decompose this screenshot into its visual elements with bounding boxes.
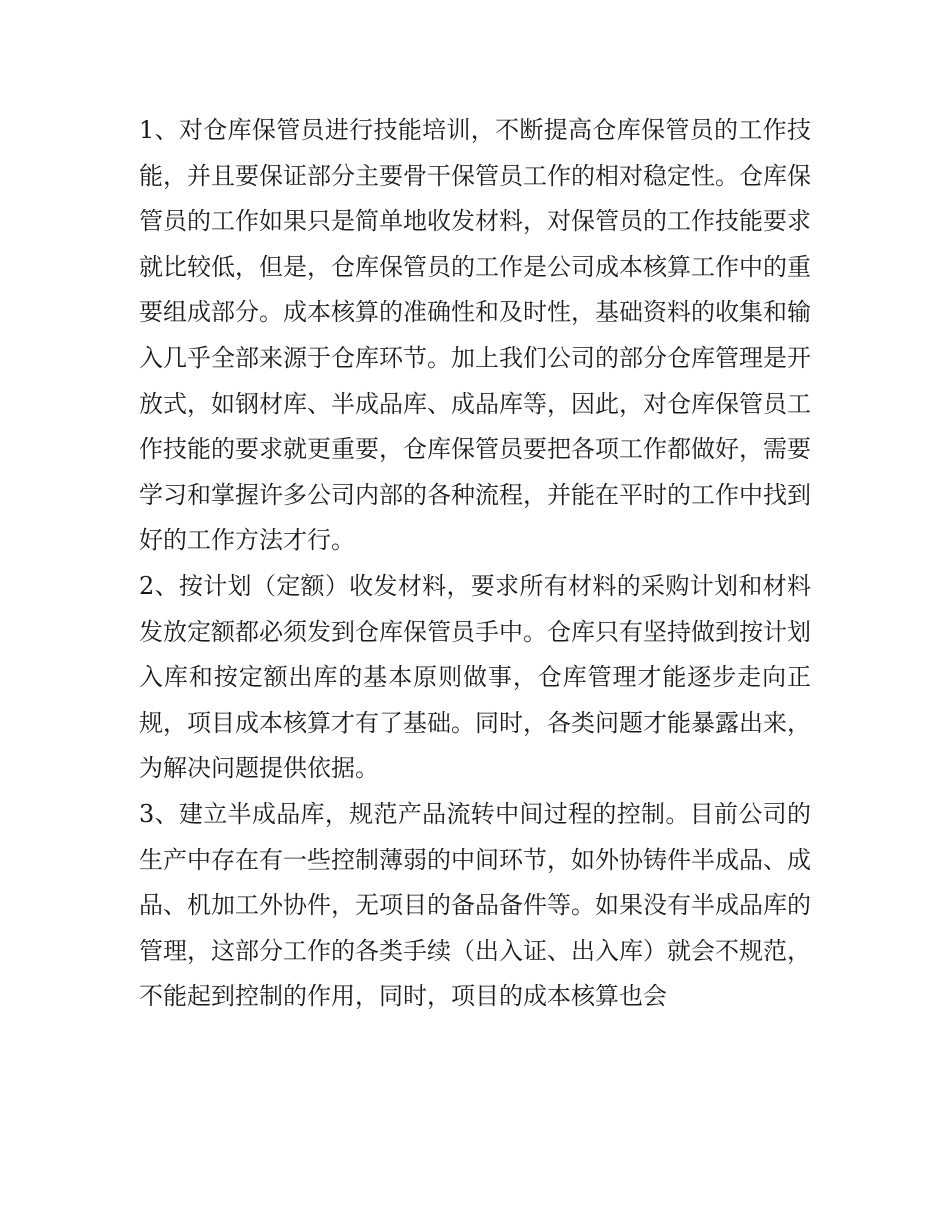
document-body [139,108,811,1020]
paragraph-3: 3、建立半成品库，规范产品流转中间过程的控制。目前公司的生产中存在有一些控制薄弱的中间环节，如外协铸件半成品、成品、机加工外协件，无项目的备品备件等。如果没有半成品库的管理，这部分工作的各类手续（出入证、出入库）就会不规范，不能起到控制的作用，同时，项目的成本核算也会 [139,799,811,1011]
paragraph-2: 2、按计划（定额）收发材料，要求所有材料的采购计划和材料发放定额都必须发到仓库保管员手中。仓库只有坚持做到按计划入库和按定额出库的基本原则做事，仓库管理才能逐步走向正规，项目成本核算才有了基础。同时，各类问题才能暴露出来，为解决问题提供依据。 [139,571,811,783]
paragraph-1: 1、对仓库保管员进行技能培训，不断提高仓库保管员的工作技能，并且要保证部分主要骨干保管员工作的相对稳定性。仓库保管员的工作如果只是简单地收发材料，对保管员的工作技能要求就比较低，但是，仓库保管员的工作是公司成本核算工作中的重要组成部分。成本核算的准确性和及时性，基础资料的收集和输入几乎全部来源于仓库环节。加上我们公司的部分仓库管理是开放式，如钢材库、半成品库、成品库等，因此，对仓库保管员工作技能的要求就更重要，仓库保管员要把各项工作都做好，需要学习和掌握许多公司内部的各种流程，并能在平时的工作中找到好的工作方法才行。 [139,116,811,555]
